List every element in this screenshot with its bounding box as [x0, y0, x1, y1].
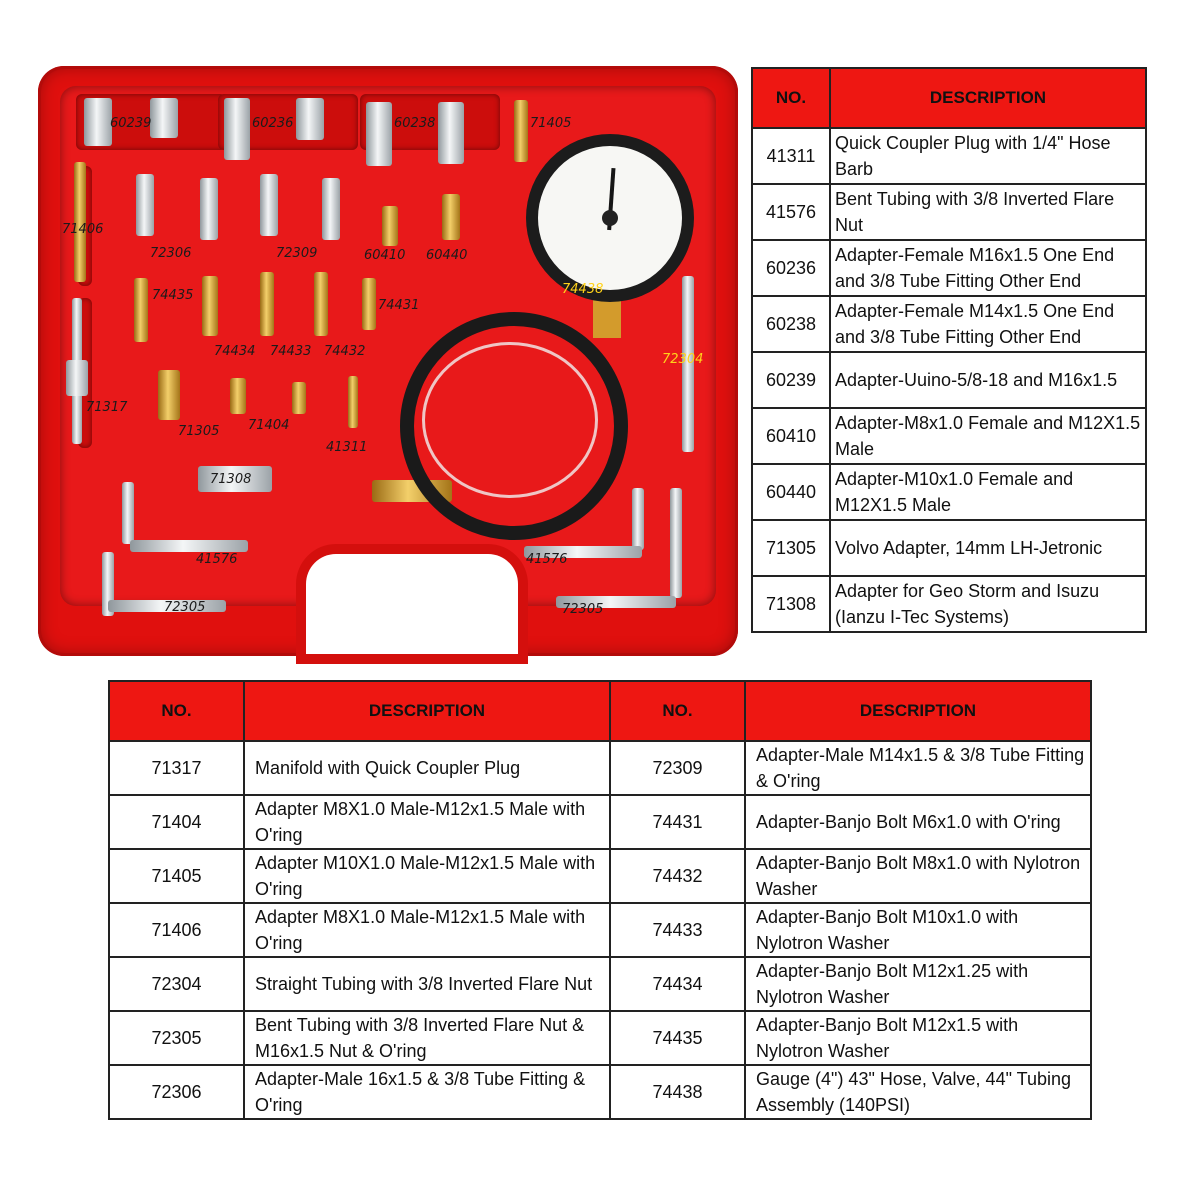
- part-description: Adapter M8X1.0 Male-M12x1.5 Male with O'ring: [244, 795, 610, 849]
- part-number: 72304: [109, 957, 244, 1011]
- part-description: Adapter-Female M16x1.5 One End and 3/8 Tube Fitting Other End: [830, 240, 1146, 296]
- part-number: 71406: [109, 903, 244, 957]
- part-label: 60440: [426, 248, 468, 263]
- part-description: Adapter for Geo Storm and Isuzu (Ianzu I-Tec Systems): [830, 576, 1146, 632]
- table-row: [752, 240, 1146, 296]
- part-number: 74431: [610, 795, 745, 849]
- part-description: Adapter M8X1.0 Male-M12x1.5 Male with O'ring: [244, 903, 610, 957]
- part-label: 71405: [530, 116, 572, 131]
- part-number: 71305: [752, 520, 830, 576]
- tube-41576-right-vert: [632, 488, 644, 550]
- table-row: [752, 296, 1146, 352]
- part-description: Adapter-Banjo Bolt M10x1.0 with Nylotron Washer: [745, 903, 1091, 957]
- table-row: [752, 520, 1146, 576]
- part-description: Adapter-Banjo Bolt M8x1.0 with Nylotron Washer: [745, 849, 1091, 903]
- header-no-left: NO.: [109, 681, 244, 741]
- part-label: 60239: [110, 116, 152, 131]
- part-description: Adapter M10X1.0 Male-M12x1.5 Male with O'ring: [244, 849, 610, 903]
- fitting-60236-a: [224, 98, 250, 160]
- part-number: 72306: [109, 1065, 244, 1119]
- table-row: [109, 795, 1091, 849]
- fitting-71404-a: [230, 378, 246, 414]
- part-description: Adapter-M10x1.0 Female and M12X1.5 Male: [830, 464, 1146, 520]
- part-description: Adapter-Male M14x1.5 & 3/8 Tube Fitting & O'ring: [745, 741, 1091, 795]
- part-description: Adapter-M8x1.0 Female and M12X1.5 Male: [830, 408, 1146, 464]
- part-number: 72305: [109, 1011, 244, 1065]
- part-label: 41576: [526, 552, 568, 567]
- clear-tubing-coil: [422, 342, 598, 498]
- part-label: 74435: [152, 288, 194, 303]
- fitting-60238-a: [366, 102, 392, 166]
- part-number: 71308: [752, 576, 830, 632]
- parts-table-bottom: [108, 680, 1092, 1120]
- tool-case-photo: [38, 66, 738, 656]
- table-row: [109, 741, 1091, 795]
- fitting-71404-b: [292, 382, 306, 414]
- part-label: 41311: [326, 440, 368, 455]
- banjo-74434: [202, 276, 218, 336]
- table-row: [109, 903, 1091, 957]
- table-row: [752, 128, 1146, 184]
- fitting-60238-b: [438, 102, 464, 164]
- fitting-72309-b: [322, 178, 340, 240]
- gauge-dial: [538, 146, 682, 290]
- case-handle: [306, 554, 518, 654]
- part-number: 74435: [610, 1011, 745, 1065]
- header-no: NO.: [752, 68, 830, 128]
- part-label: 72306: [150, 246, 192, 261]
- part-number: 41311: [752, 128, 830, 184]
- fitting-72309-a: [260, 174, 278, 236]
- part-number: 74434: [610, 957, 745, 1011]
- table-row: [109, 1065, 1091, 1119]
- table-row: [752, 576, 1146, 632]
- part-number: 71404: [109, 795, 244, 849]
- part-label: 71317: [86, 400, 128, 415]
- part-description: Adapter-Uuino-5/8-18 and M16x1.5: [830, 352, 1146, 408]
- header-no-right: NO.: [610, 681, 745, 741]
- table-row: [109, 957, 1091, 1011]
- header-description: DESCRIPTION: [830, 68, 1146, 128]
- part-number: 60238: [752, 296, 830, 352]
- part-label: 71305: [178, 424, 220, 439]
- gauge-fitting: [593, 298, 621, 338]
- fitting-60410: [382, 206, 398, 246]
- part-label: 74438: [562, 282, 604, 297]
- parts-table-top: [751, 67, 1147, 633]
- part-description: Adapter-Banjo Bolt M12x1.5 with Nylotron Washer: [745, 1011, 1091, 1065]
- table-row: [752, 408, 1146, 464]
- part-label: 71404: [248, 418, 290, 433]
- part-description: Bent Tubing with 3/8 Inverted Flare Nut: [830, 184, 1146, 240]
- part-label: 72305: [562, 602, 604, 617]
- part-number: 41576: [752, 184, 830, 240]
- part-number: 74433: [610, 903, 745, 957]
- table-row: [109, 849, 1091, 903]
- header-description-left: DESCRIPTION: [244, 681, 610, 741]
- table-row: [752, 352, 1146, 408]
- part-label: 72305: [164, 600, 206, 615]
- part-label: 60236: [252, 116, 294, 131]
- banjo-74433: [260, 272, 274, 336]
- part-label: 74434: [214, 344, 256, 359]
- manifold-71317-body: [66, 360, 88, 396]
- header-description-right: DESCRIPTION: [745, 681, 1091, 741]
- tube-41576-left-horz: [130, 540, 248, 552]
- table-header-row: [752, 68, 1146, 128]
- fitting-60440: [442, 194, 460, 240]
- gauge-hub: [602, 210, 618, 226]
- fitting-41311: [348, 376, 358, 428]
- part-label: 60410: [364, 248, 406, 263]
- fitting-60239-b: [150, 98, 178, 138]
- banjo-74432: [314, 272, 328, 336]
- fitting-60236-b: [296, 98, 324, 140]
- fitting-60239-a: [84, 98, 112, 146]
- table-row: [752, 184, 1146, 240]
- table-row: [109, 1011, 1091, 1065]
- table-header-row: [109, 681, 1091, 741]
- part-number: 72309: [610, 741, 745, 795]
- fitting-71305: [158, 370, 180, 420]
- part-number: 71317: [109, 741, 244, 795]
- part-number: 60239: [752, 352, 830, 408]
- part-label: 71406: [62, 222, 104, 237]
- part-number: 60236: [752, 240, 830, 296]
- part-description: Bent Tubing with 3/8 Inverted Flare Nut & M16x1.5 Nut & O'ring: [244, 1011, 610, 1065]
- banjo-74435: [134, 278, 148, 342]
- part-number: 74438: [610, 1065, 745, 1119]
- pressure-gauge: [526, 134, 694, 302]
- part-label: 72309: [276, 246, 318, 261]
- part-description: Gauge (4") 43" Hose, Valve, 44" Tubing Assembly (140PSI): [745, 1065, 1091, 1119]
- banjo-74431: [362, 278, 376, 330]
- part-number: 60410: [752, 408, 830, 464]
- part-label: 60238: [394, 116, 436, 131]
- table-row: [752, 464, 1146, 520]
- part-label: 71308: [210, 472, 252, 487]
- part-number: 71405: [109, 849, 244, 903]
- fitting-72306-a: [136, 174, 154, 236]
- part-description: Volvo Adapter, 14mm LH-Jetronic: [830, 520, 1146, 576]
- part-number: 74432: [610, 849, 745, 903]
- tube-72305-right-vert: [670, 488, 682, 598]
- part-label: 72304: [662, 352, 704, 367]
- part-label: 74432: [324, 344, 366, 359]
- part-description: Quick Coupler Plug with 1/4" Hose Barb: [830, 128, 1146, 184]
- part-description: Manifold with Quick Coupler Plug: [244, 741, 610, 795]
- fitting-71405: [514, 100, 528, 162]
- part-label: 74433: [270, 344, 312, 359]
- part-description: Adapter-Banjo Bolt M12x1.25 with Nylotron Washer: [745, 957, 1091, 1011]
- part-label: 74431: [378, 298, 420, 313]
- tube-41576-left-vert: [122, 482, 134, 544]
- part-description: Adapter-Female M14x1.5 One End and 3/8 Tube Fitting Other End: [830, 296, 1146, 352]
- part-number: 60440: [752, 464, 830, 520]
- part-description: Straight Tubing with 3/8 Inverted Flare Nut: [244, 957, 610, 1011]
- part-description: Adapter-Banjo Bolt M6x1.0 with O'ring: [745, 795, 1091, 849]
- fitting-72306-b: [200, 178, 218, 240]
- part-label: 41576: [196, 552, 238, 567]
- part-description: Adapter-Male 16x1.5 & 3/8 Tube Fitting & O'ring: [244, 1065, 610, 1119]
